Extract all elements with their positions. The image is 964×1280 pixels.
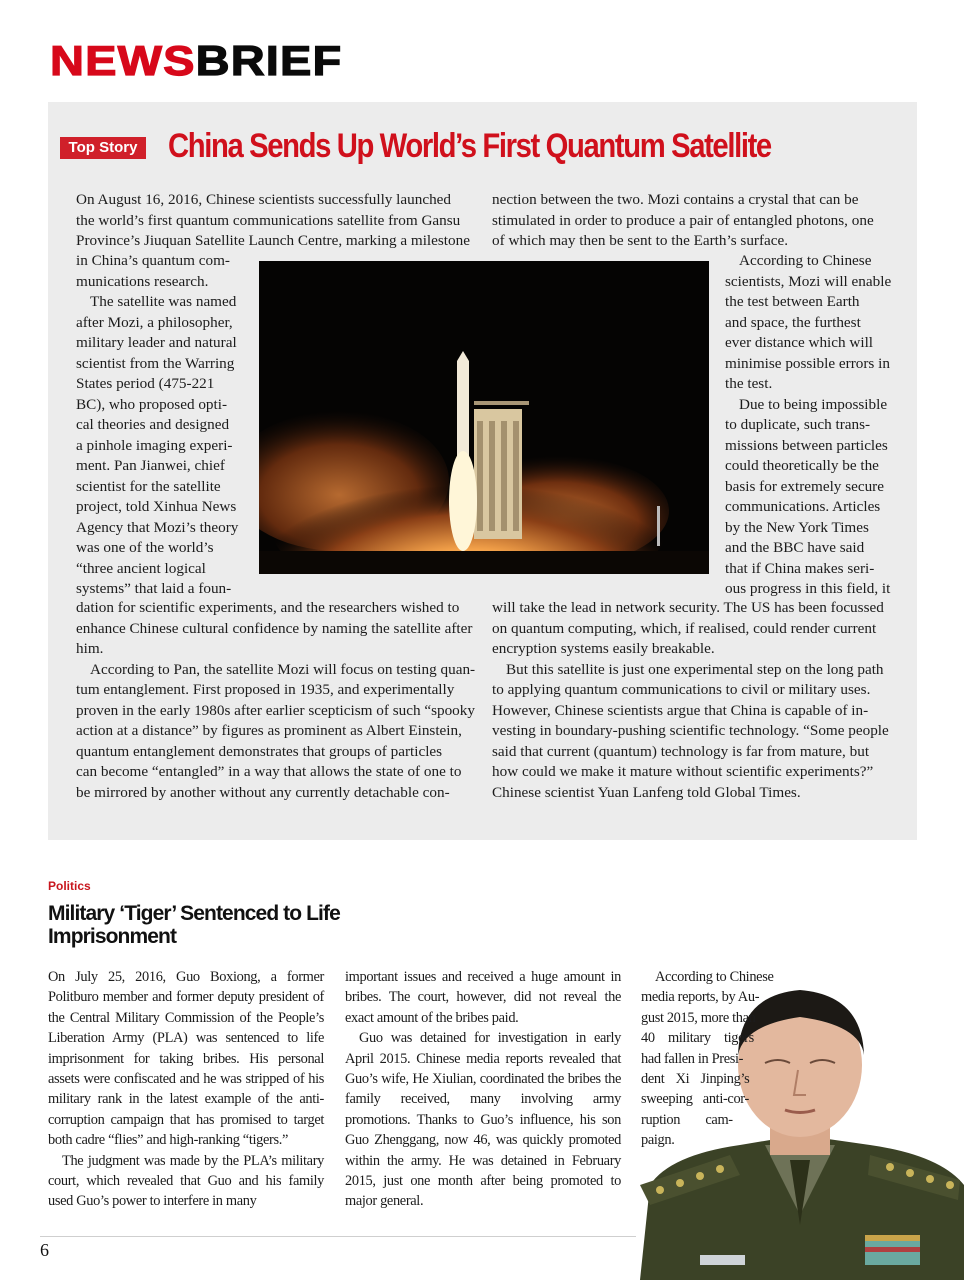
paragraph: The judgment was made by the PLA’s military court, which revealed that Guo and his family used Guo’s power to interfere in many	[48, 1152, 324, 1210]
text-line: stimulated in order to produce a pair of entangled photons, one	[492, 211, 874, 229]
text-line: According to Chinese	[655, 969, 774, 985]
text-line: missions between particles	[725, 436, 888, 454]
text-line: nection between the two. Mozi contains a crystal that can be	[492, 191, 859, 208]
text-line: the test between Earth	[725, 293, 860, 310]
text-line: ever distance which will	[725, 334, 874, 351]
text-line: However, Chinese scientists argue that China is capable of in-	[492, 701, 869, 719]
text-line: military leader and natural	[76, 334, 237, 351]
text-line: after Mozi, a philosopher,	[76, 313, 233, 331]
text-line: be mirrored by another without any currently detachable con-	[76, 783, 450, 801]
text-line: 40 military tigers	[641, 1030, 754, 1047]
text-line: munications research.	[76, 272, 209, 290]
text-line: “three ancient logical	[76, 559, 206, 577]
text-line: of which may then be sent to the Earth’s surface.	[492, 232, 789, 249]
text-line: scientist from the Warring	[76, 354, 235, 372]
text-line: proven in the early 1980s after earlier scepticism of such “spooky	[76, 701, 475, 719]
text-line: tum entanglement. First proposed in 1935, and experimentally	[76, 681, 455, 698]
text-line: enhance Chinese cultural confidence by naming the satellite after	[76, 619, 473, 637]
text-line: communications. Articles	[725, 498, 881, 515]
text-line: to applying quantum communications to civil or military uses.	[492, 681, 871, 698]
text-line: the test.	[725, 375, 773, 392]
top-story-col1-wrap	[76, 251, 256, 600]
top-story-col1-bottom	[76, 598, 476, 803]
text-line: scientist for the satellite	[76, 477, 221, 495]
page-number: 6	[40, 1240, 49, 1260]
text-line: BC), who proposed opti-	[76, 395, 228, 413]
text-line: to duplicate, such trans-	[725, 416, 871, 433]
text-line: cal theories and designed	[76, 416, 230, 433]
text-line: was one of the world’s	[76, 539, 214, 556]
top-story-badge: Top Story	[60, 137, 146, 159]
text-line: in China’s quantum com-	[76, 252, 230, 269]
top-story-col2-top	[492, 190, 888, 252]
text-line: action at a distance” by figures as prominent as Albert Einstein,	[76, 722, 462, 739]
text-line: could theoretically be the	[725, 457, 879, 474]
paragraph: Guo was detained for investigation in early April 2015. Chinese media reports revealed that Guo’s wife, He Xiulian, coordinated the bribes the family received, many involving army promotions. Thanks to Guo’s influence, his son Guo Zhenggang, now 46, was quickly promoted within the army. He was detained in February 2015, just one month after being promoted to major general.	[345, 1030, 621, 1210]
text-line: According to Chinese	[739, 252, 872, 269]
text-line: ruption cam-	[641, 1111, 733, 1128]
politics-col1	[48, 967, 324, 1212]
masthead-brief: BRIEF	[195, 37, 343, 84]
politics-col3	[641, 967, 789, 1151]
text-line: According to Pan, the satellite Mozi will focus on testing quan-	[90, 660, 476, 678]
text-line: said that current (quantum) technology is far from mature, but	[492, 742, 870, 760]
text-line: dation for scientific experiments, and the researchers wished to	[76, 599, 460, 616]
text-line: paign.	[641, 1132, 675, 1149]
text-line: basis for extremely secure	[725, 477, 884, 495]
text-line: him.	[76, 640, 104, 657]
text-line: On August 16, 2016, Chinese scientists successfully launched	[76, 191, 452, 208]
text-line: But this satellite is just one experimental step on the long path	[506, 660, 884, 678]
text-line: can become “entangled” in a way that allows the state of one to	[76, 763, 462, 780]
text-line: how could we make it mature without scientific experiments?”	[492, 763, 874, 780]
text-line: sweeping anti-cor-	[641, 1091, 749, 1108]
text-line: media reports, by Au-	[641, 989, 760, 1006]
text-line: a pinhole imaging experi-	[76, 436, 233, 454]
section-kicker: Politics	[48, 879, 91, 893]
politics-headline: Military ‘Tiger’ Sentenced to Life Imprisonment	[48, 902, 340, 948]
text-line: will take the lead in network security. The US has been focussed	[492, 599, 884, 616]
text-line: gust 2015, more than	[641, 1009, 756, 1026]
top-story-col2-bottom	[492, 598, 888, 803]
text-line: the world’s first quantum communications satellite from Gansu	[76, 211, 461, 229]
text-line: project, told Xinhua News	[76, 498, 237, 515]
text-line: by the New York Times	[725, 518, 869, 536]
footer-divider	[40, 1236, 636, 1237]
top-story-headline: China Sends Up World’s First Quantum Satellite	[168, 127, 771, 165]
top-story-col1-intro	[76, 190, 468, 252]
text-line: had fallen in Presi-	[641, 1050, 744, 1067]
text-line: minimise possible errors in	[725, 354, 890, 372]
text-line: quantum entanglement demonstrates that groups of particles	[76, 742, 443, 760]
text-line: The satellite was named	[90, 293, 237, 310]
rocket-launch-image-icon	[259, 261, 709, 574]
text-line: and space, the furthest	[725, 313, 861, 331]
text-line: scientists, Mozi will enable	[725, 272, 892, 290]
text-line: ment. Pan Jianwei, chief	[76, 457, 225, 474]
text-line: encryption systems easily breakable.	[492, 640, 715, 657]
text-line: dent Xi Jinping’s	[641, 1071, 750, 1088]
text-line: Province’s Jiuquan Satellite Launch Centre, marking a milestone	[76, 232, 470, 249]
paragraph: important issues and received a huge amount in bribes. The court, however, did not reveal the exact amount of the bribes paid.	[345, 969, 621, 1026]
politics-col2	[345, 967, 621, 1212]
text-line: Agency that Mozi’s theory	[76, 518, 239, 536]
top-story-col2-wrap	[725, 251, 890, 600]
masthead-news: NEWS	[50, 37, 196, 84]
text-line: ous progress in this field, it	[725, 580, 891, 597]
text-line: that if China makes seri-	[725, 559, 875, 577]
text-line: Chinese scientist Yuan Lanfeng told Global Times.	[492, 783, 801, 801]
text-line: vesting in boundary-pushing scientific technology. “Some people	[492, 722, 889, 739]
paragraph: On July 25, 2016, Guo Boxiong, a former Politburo member and former deputy president of the Central Military Commission of the People’s Liberation Army (PLA) was sentenced to life imprisonment for taking bribes. His personal assets were confiscated and he was stripped of his military rank in the latest example of the anti-corruption campaign that has promised to target both cadre “flies” and high-ranking “tigers.”	[48, 969, 324, 1149]
text-line: on quantum computing, which, if realised, could render current	[492, 619, 877, 637]
rocket-launch-photo	[259, 261, 709, 574]
text-line: and the BBC have said	[725, 539, 865, 556]
text-line: systems” that laid a foun-	[76, 580, 232, 597]
masthead-logo	[50, 37, 343, 84]
text-line: States period (475-221	[76, 375, 215, 392]
text-line: Due to being impossible	[739, 395, 888, 413]
